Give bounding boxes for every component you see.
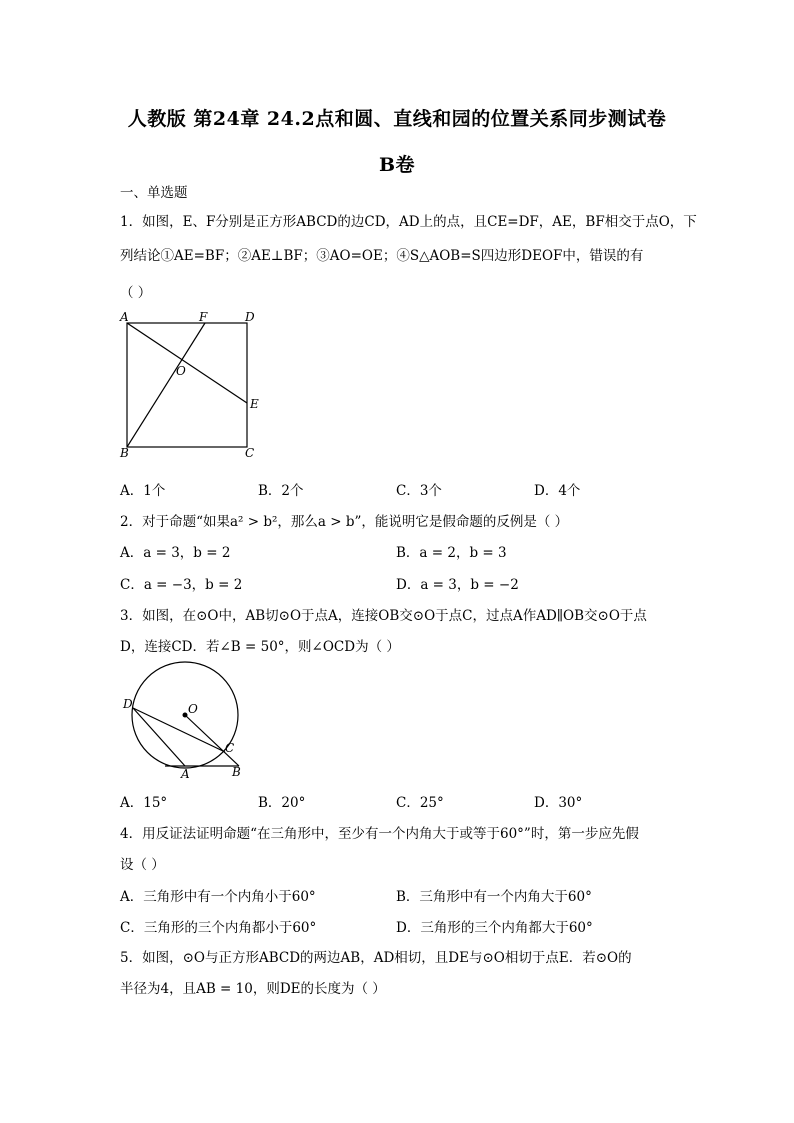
q1-answer-blank: （ ） (120, 285, 152, 301)
square-abcd (127, 323, 247, 447)
segment-ad (133, 708, 185, 766)
q2-option-a: A．a = 3，b = 2 (120, 545, 231, 561)
q4-option-c: C．三角形的三个内角都小于60° (120, 920, 317, 936)
q3-option-d: D．30° (534, 795, 583, 811)
label-a: A (120, 310, 129, 324)
q1-option-d: D．4个 (534, 483, 581, 499)
q5-text-line1: 5．如图，⊙O与正方形ABCD的两边AB，AD相切，且DE与⊙O相切于点E．若⊙O的 (120, 950, 632, 966)
q2-option-c: C．a = −3，b = 2 (120, 577, 243, 593)
q3-circle-figure (115, 660, 255, 785)
label-o: O (188, 702, 198, 716)
q3-option-a: A．15° (120, 795, 168, 811)
q3-option-c: C．25° (396, 795, 444, 811)
page-title-line1: 人教版 第24章 24.2点和圆、直线和园的位置关系同步测试卷 (127, 108, 667, 130)
segment-dc (133, 708, 225, 752)
q4-text-line1: 4．用反证法证明命题“在三角形中，至少有一个内角大于或等于60°”时，第一步应先假 (120, 826, 639, 842)
q5-text-line2: 半径为4，且AB = 10，则DE的长度为（ ） (120, 981, 386, 997)
q4-option-b: B．三角形中有一个内角大于60° (396, 889, 592, 905)
q1-square-figure (110, 305, 280, 465)
section-heading: 一、单选题 (120, 185, 188, 201)
q1-option-a: A．1个 (120, 483, 166, 499)
q4-option-d: D．三角形的三个内角都大于60° (396, 920, 593, 936)
q3-option-b: B．20° (258, 795, 306, 811)
q2-option-b: B．a = 2，b = 3 (396, 545, 507, 561)
label-d: D (123, 697, 133, 711)
q1-option-b: B．2个 (258, 483, 304, 499)
label-a: A (181, 767, 190, 781)
label-b: B (120, 446, 129, 460)
q4-option-a: A．三角形中有一个内角小于60° (120, 889, 316, 905)
q1-text-line1: 1．如图，E、F分别是正方形ABCD的边CD，AD上的点，且CE=DF，AE，BF相交于点O，下 (120, 214, 697, 230)
label-d: D (245, 310, 255, 324)
page-title-line2: B卷 (378, 154, 416, 176)
label-c: C (245, 446, 255, 460)
label-f: F (199, 310, 208, 324)
segment-bf (127, 323, 205, 447)
q1-option-c: C．3个 (396, 483, 442, 499)
q4-text-line2: 设（ ） (120, 857, 165, 873)
label-b: B (232, 765, 241, 779)
q2-option-d: D．a = 3，b = −2 (396, 577, 519, 593)
q3-text-line2: D，连接CD．若∠B = 50°，则∠OCD为（ ） (120, 639, 400, 655)
q3-text-line1: 3．如图，在⊙O中，AB切⊙O于点A，连接OB交⊙O于点C，过点A作AD∥OB交⊙O于点 (120, 608, 647, 624)
center-point-o (183, 713, 188, 718)
label-o: O (176, 364, 186, 378)
q1-text-line2: 列结论①AE=BF；②AE⊥BF；③AO=OE；④S△AOB=S四边形DEOF中，错误的有 (120, 248, 644, 264)
q2-text-line1: 2．对于命题“如果a² > b²，那么a > b”，能说明它是假命题的反例是（ ） (120, 514, 569, 530)
label-e: E (250, 397, 259, 411)
segment-ae (127, 323, 247, 403)
label-c: C (225, 741, 235, 755)
